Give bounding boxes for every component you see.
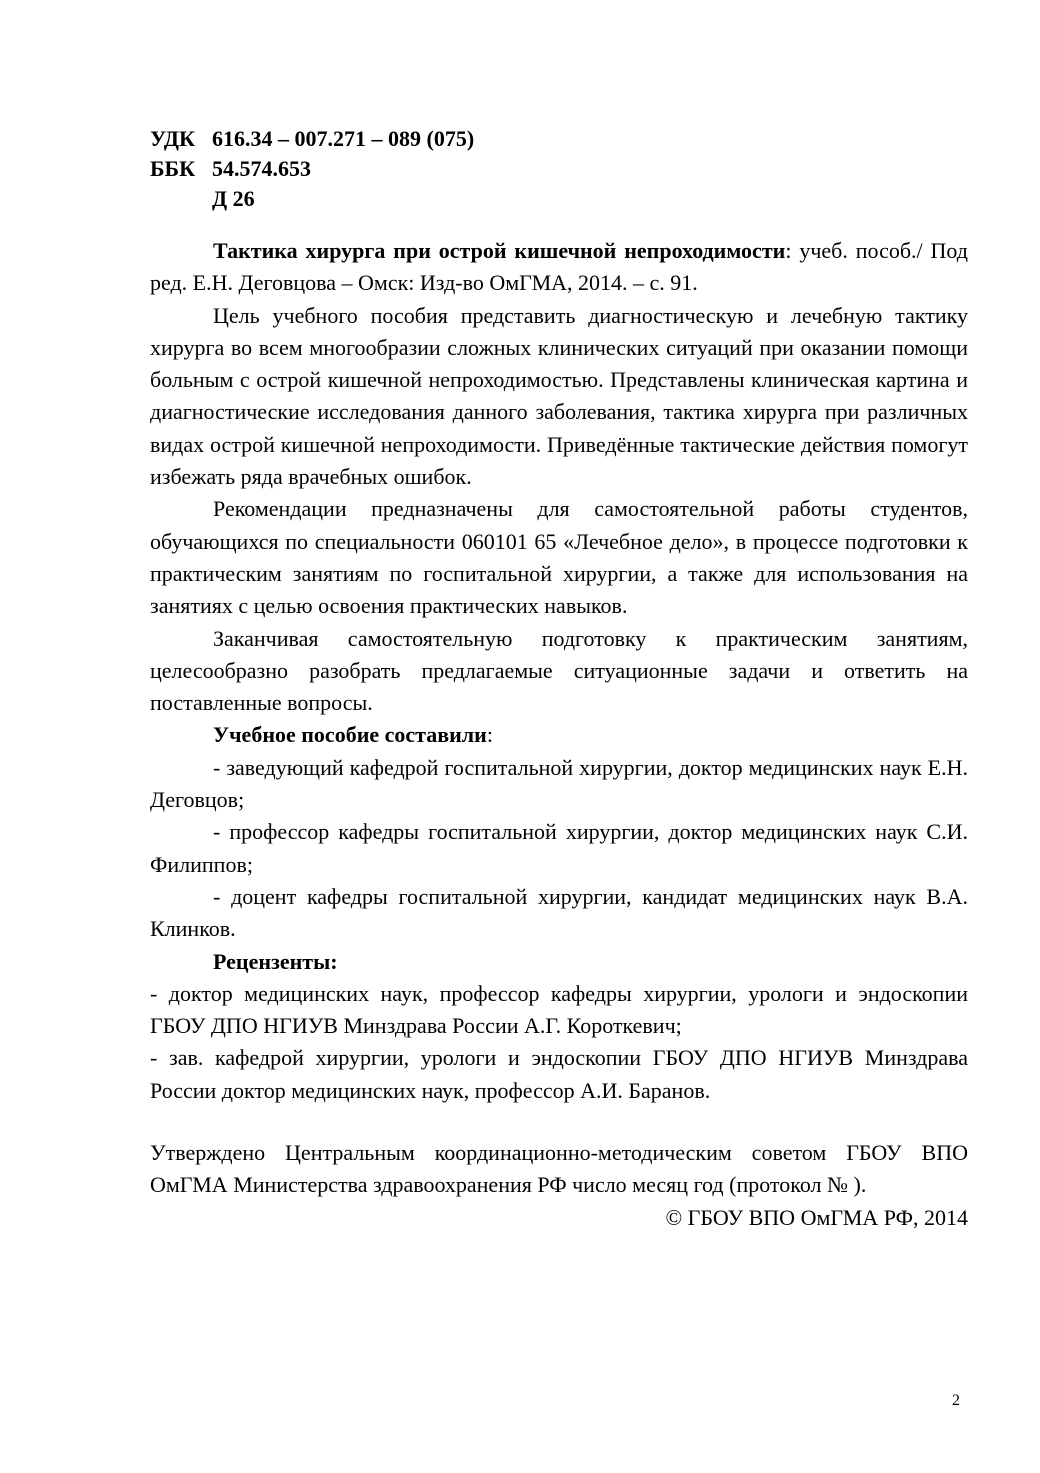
compiler-item: - доцент кафедры госпитальной хирургии, кандидат медицинских наук В.А. Клинков.: [150, 883, 968, 942]
book-title: Тактика хирурга при острой кишечной непроходимости: [213, 238, 786, 263]
bbk-label: ББК: [150, 156, 196, 181]
citation-details: : учеб. пособ./ Под ред. Е.Н. Деговцова – Омск: Изд-во ОмГМА, 2014. – с. 91.: [150, 238, 968, 296]
document-body: [150, 235, 968, 1234]
purpose-paragraph: Цель учебного пособия представить диагностическую и лечебную тактику хирурга во всем многообразии сложных клинических ситуаций при оказании помощи больным с острой кишечной непроходимостью. Представлены клиническая картина и диагностические исследования данного заболевания, тактика хирурга при различных видах острой кишечной непроходимости. Приведённые тактические действия помогут избежать ряда врачебных ошибок.: [150, 302, 968, 490]
bbk-line: [150, 154, 474, 184]
author-mark: Д 26: [212, 186, 255, 211]
citation: [150, 235, 968, 300]
compiler-item: - профессор кафедры госпитальной хирургии, доктор медицинских наук С.И. Филиппов;: [150, 819, 968, 877]
author-mark-line: [150, 184, 474, 214]
udk-label: УДК: [150, 126, 196, 151]
reviewers-heading: Рецензенты:: [213, 948, 338, 974]
compilers-heading: Учебное пособие составили:: [213, 722, 493, 748]
reviewer-item: - зав. кафедрой хирургии, урологи и эндоскопии ГБОУ ДПО НГИУВ Минздрава России доктор медицинских наук, профессор А.И. Баранов.: [150, 1045, 968, 1103]
page-number: 2: [952, 1392, 960, 1409]
approval-statement: Утверждено Центральным координационно-методическим советом ГБОУ ВПО ОмГМА Министерства здравоохранения РФ число месяц год (протокол № ).: [150, 1140, 968, 1198]
bbk-value: 54.574.653: [212, 156, 311, 181]
compiler-item: - заведующий кафедрой госпитальной хирургии, доктор медицинских наук Е.Н. Деговцов;: [150, 754, 968, 813]
copyright-notice: © ГБОУ ВПО ОмГМА РФ, 2014: [665, 1204, 968, 1230]
udk-value: 616.34 – 007.271 – 089 (075): [212, 126, 475, 151]
conclusion-paragraph: Заканчивая самостоятельную подготовку к практическим занятиям, целесообразно разобрать предлагаемые ситуационные задачи и ответить на поставленные вопросы.: [150, 625, 968, 716]
udk-line: [150, 124, 474, 154]
recommendation-paragraph: Рекомендации предназначены для самостоятельной работы студентов, обучающихся по специальности 060101 65 «Лечебное дело», в процессе подготовки к практическим занятиям по госпитальной хирургии, а также для использования на занятиях с целью освоения практических навыков.: [150, 496, 968, 619]
classification-codes: [150, 124, 474, 214]
reviewer-item: - доктор медицинских наук, профессор кафедры хирургии, урологи и эндоскопии ГБОУ ДПО НГИУВ Минздрава России А.Г. Короткевич;: [150, 980, 968, 1039]
